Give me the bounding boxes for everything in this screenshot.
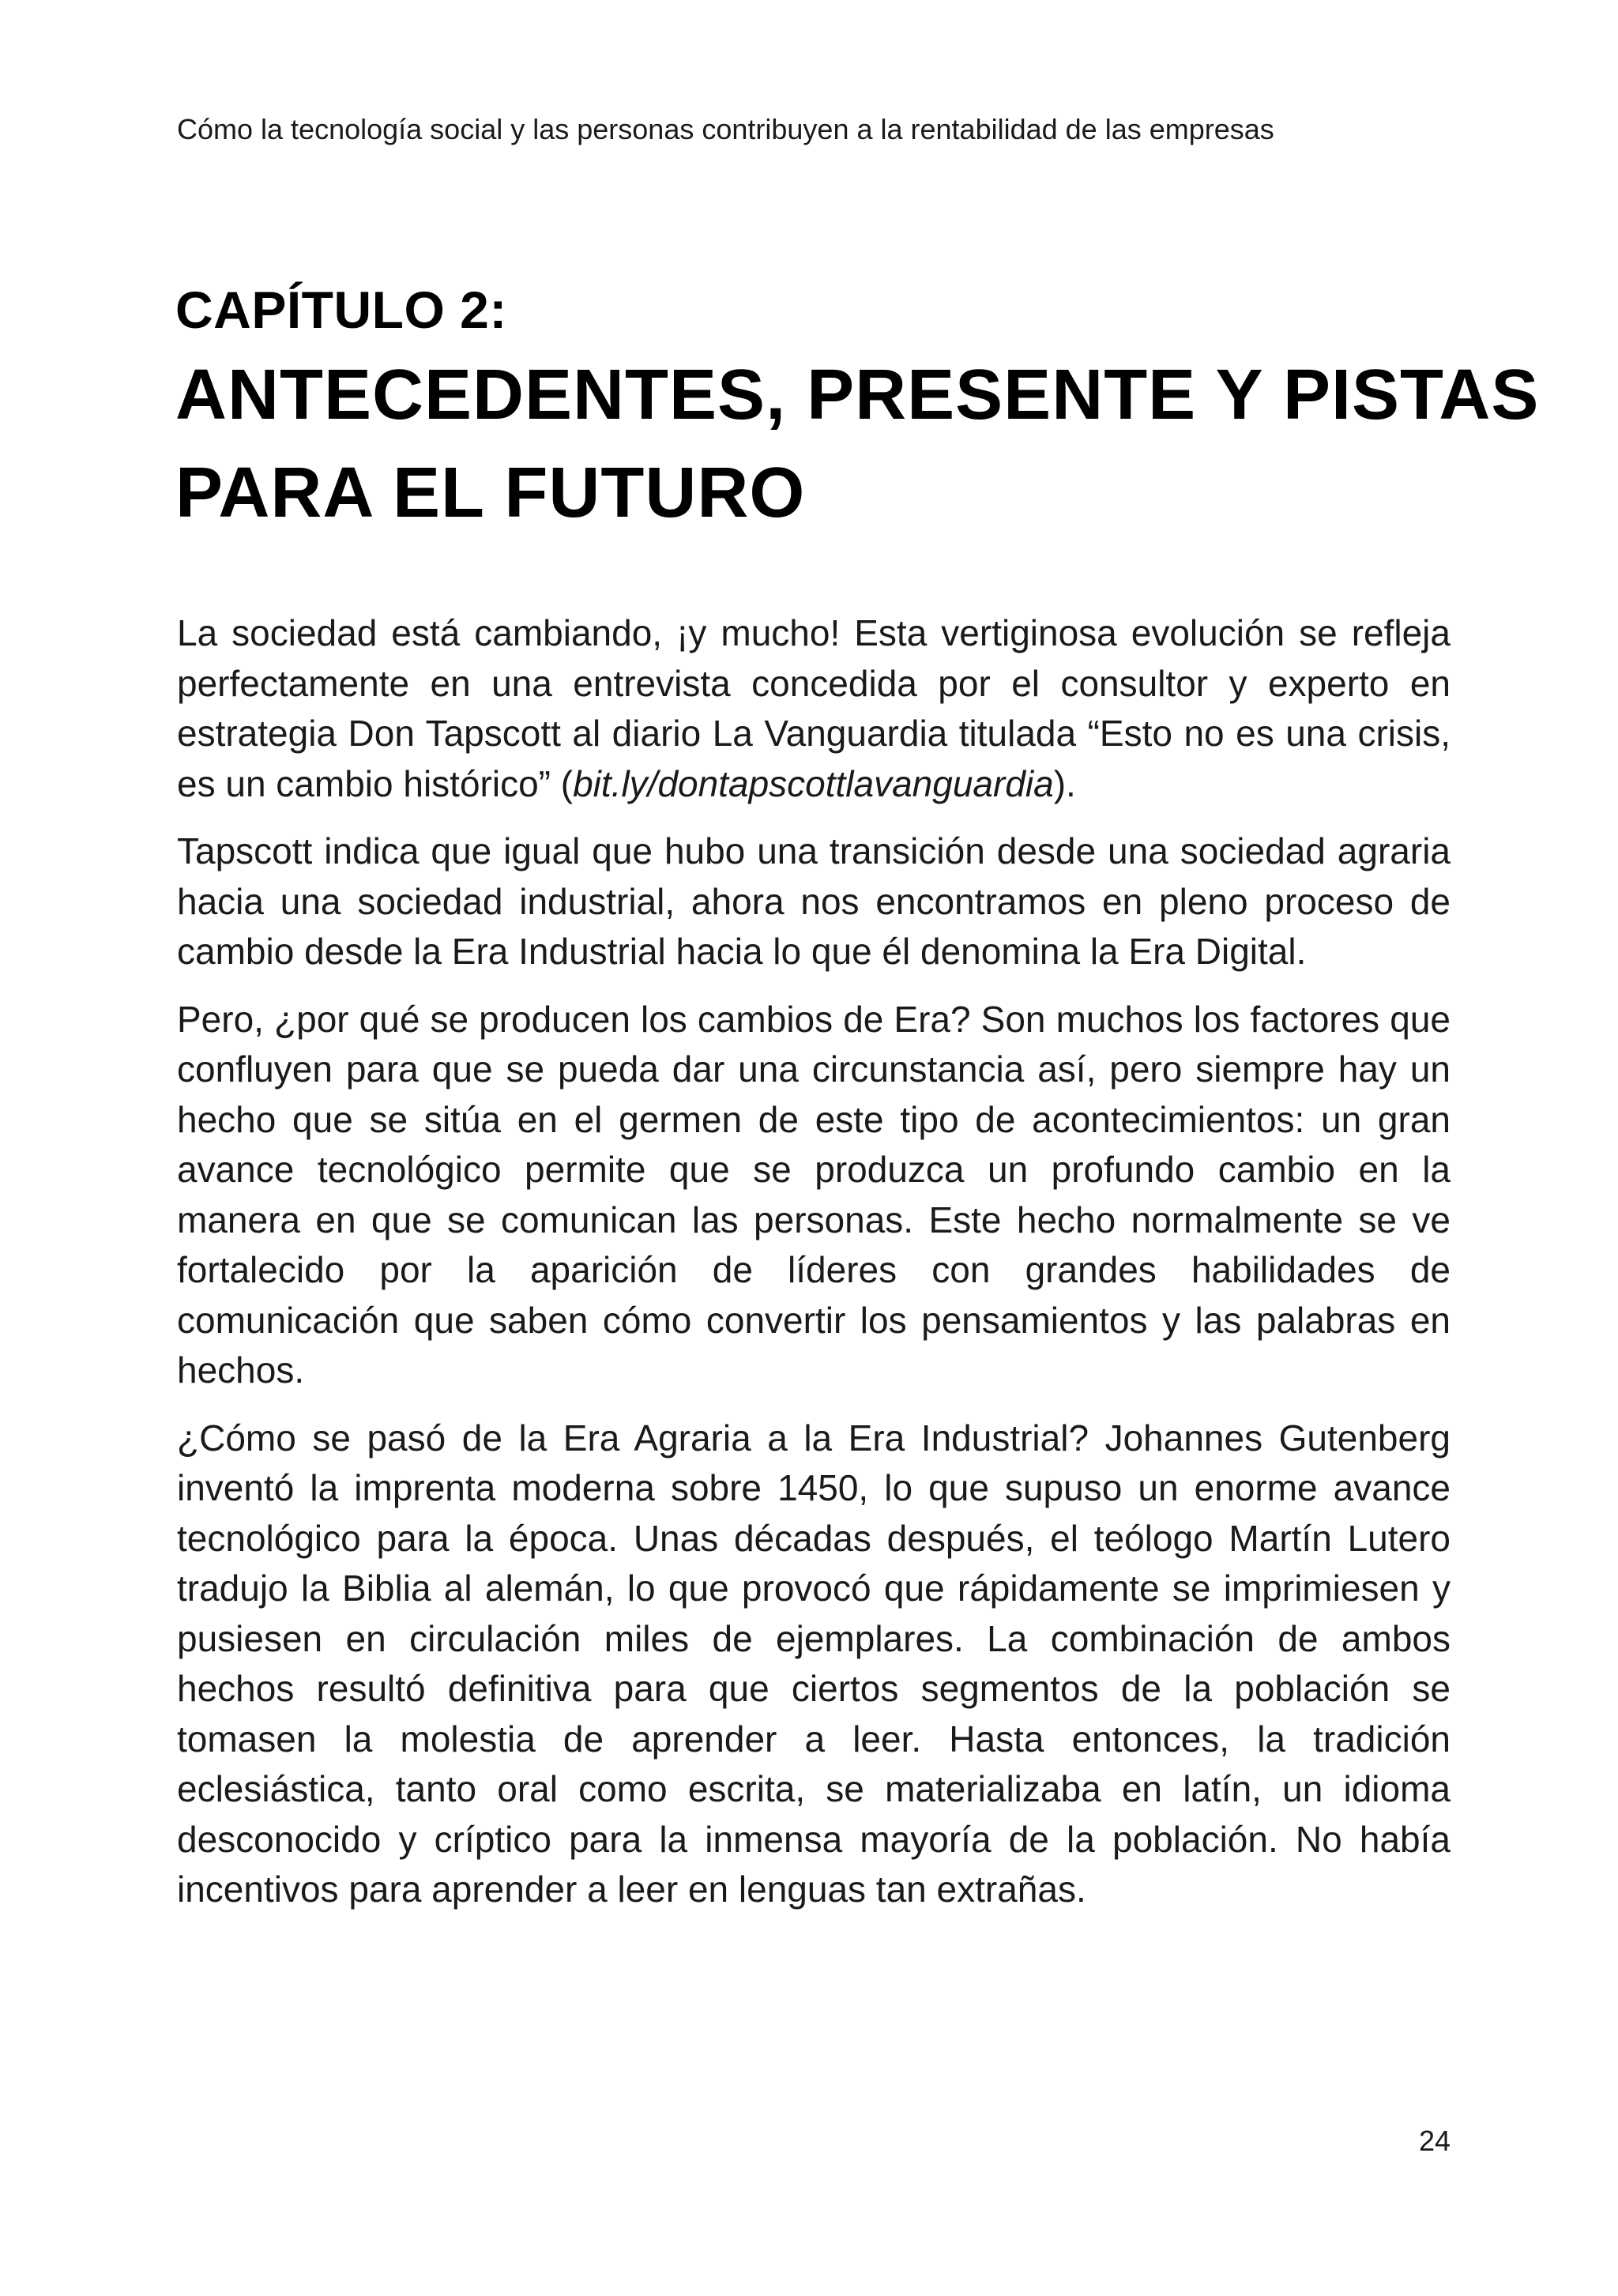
paragraph-4: ¿Cómo se pasó de la Era Agraria a la Era Industrial? Johannes Gutenberg inventó la imprenta moderna sobre 1450, lo que supuso un enorme avance tecnológico para la época. Unas décadas después, el teólogo Martín Lutero tradujo la Biblia al alemán, lo que provocó que rápidamente se imprimiesen y pusiesen en circulación miles de ejemplares. La combinación de ambos hechos resultó definitiva para que ciertos segmentos de la población se tomasen la molestia de aprender a leer. Hasta entonces, la tradición eclesiástica, tanto oral como escrita, se materializaba en latín, un idioma desconocido y críptico para la inmensa mayoría de la población. No había incentivos para aprender a leer en lenguas tan extrañas. bbox=[177, 1417, 1451, 1910]
running-header: Cómo la tecnología social y las personas contribuyen a la rentabilidad de las empresas bbox=[177, 113, 1274, 145]
paragraph-1-closing: ). bbox=[1053, 762, 1076, 804]
chapter-title-line-1: ANTECEDENTES, PRESENTE Y PISTAS bbox=[175, 356, 1540, 435]
chapter-title bbox=[175, 346, 1540, 542]
paragraph-1 bbox=[177, 608, 1451, 809]
chapter-title-line-2: PARA EL FUTURO bbox=[175, 454, 806, 533]
chapter-label: CAPÍTULO 2: bbox=[175, 280, 507, 339]
reference-link: bit.ly/dontapscottlavanguardia bbox=[573, 762, 1054, 804]
page-number: 24 bbox=[1418, 2125, 1451, 2157]
paragraph-1-text: La sociedad está cambiando, ¡y mucho! Esta vertiginosa evolución se refleja perfectamente en una entrevista concedida por el consultor y experto en estrategia Don Tapscott al diario La Vanguardia titulada “Esto no es una crisis, es un cambio histórico” ( bbox=[177, 612, 1451, 804]
body-text bbox=[177, 608, 1451, 1933]
paragraph-2: Tapscott indica que igual que hubo una transición desde una sociedad agraria hacia una sociedad industrial, ahora nos encontramos en pleno proceso de cambio desde la Era Industrial hacia lo que él denomina la Era Digital. bbox=[177, 830, 1451, 972]
paragraph-3: Pero, ¿por qué se producen los cambios de Era? Son muchos los factores que confluyen para que se pueda dar una circunstancia así, pero siempre hay un hecho que se sitúa en el germen de este tipo de acontecimientos: un gran avance tecnológico permite que se produzca un profundo cambio en la manera en que se comunican las personas. Este hecho normalmente se ve fortalecido por la aparición de líderes con grandes habilidades de comunicación que saben cómo convertir los pensamientos y las palabras en hechos. bbox=[177, 998, 1451, 1391]
